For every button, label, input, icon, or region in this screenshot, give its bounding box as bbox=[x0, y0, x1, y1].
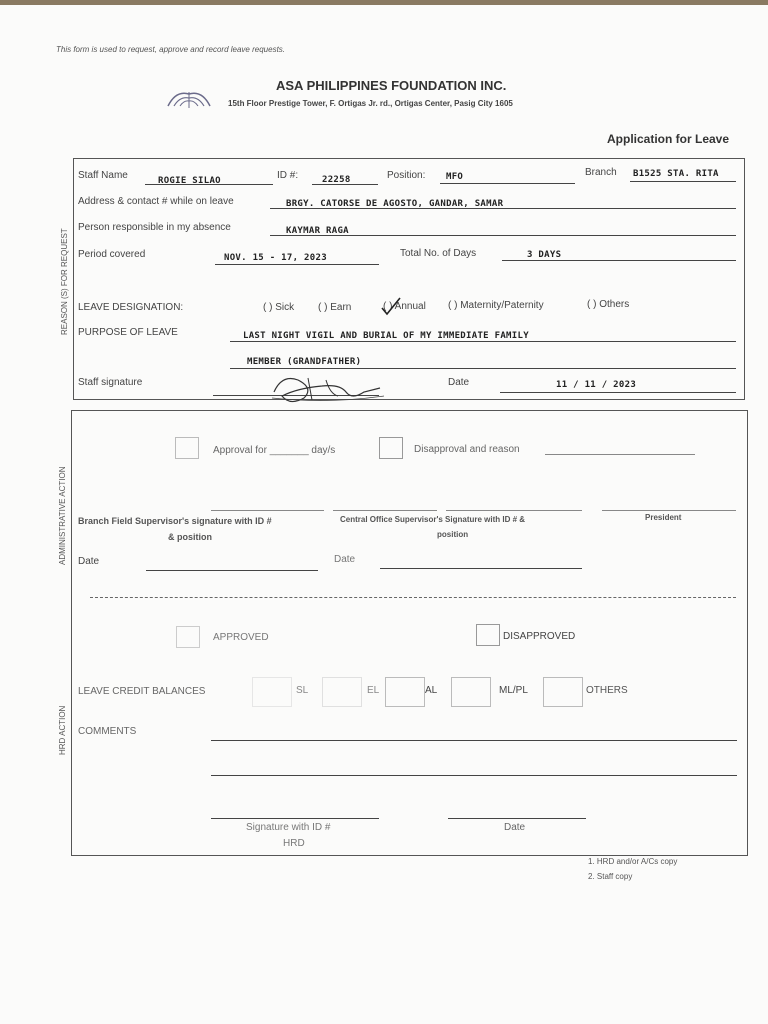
admin-side-label: ADMINISTRATIVE ACTION bbox=[58, 466, 67, 565]
admin-date-label-1: Date bbox=[78, 556, 100, 567]
el-credit-label: EL bbox=[367, 685, 380, 696]
request-side-label: REASON (S) FOR REQUEST bbox=[60, 228, 69, 335]
approved-label: APPROVED bbox=[213, 632, 269, 643]
staff-name-label: Staff Name bbox=[78, 170, 128, 181]
section-divider bbox=[90, 597, 736, 598]
org-name: ASA PHILIPPINES FOUNDATION INC. bbox=[276, 78, 507, 93]
el-credit-box[interactable] bbox=[322, 677, 362, 707]
org-address: 15th Floor Prestige Tower, F. Ortigas Jr. rd., Ortigas Center, Pasig City 1605 bbox=[228, 99, 513, 108]
form-title: Application for Leave bbox=[607, 132, 730, 146]
request-section bbox=[73, 158, 745, 400]
period-field[interactable]: NOV. 15 - 17, 2023 bbox=[224, 253, 327, 263]
copy-note-2: 2. Staff copy bbox=[588, 872, 633, 881]
form-note: This form is used to request, approve and record leave requests. bbox=[56, 45, 286, 54]
cos-signature-label: Central Office Supervisor's Signature with ID # & bbox=[340, 515, 526, 524]
hrd-signature-label: Signature with ID # bbox=[246, 822, 331, 833]
request-date-field[interactable]: 11 / 11 / 2023 bbox=[556, 380, 637, 390]
approval-label: Approval for _______ day/s bbox=[213, 445, 336, 456]
staff-signature-label: Staff signature bbox=[78, 377, 143, 388]
option-annual[interactable]: ( ) Annual bbox=[383, 301, 426, 312]
disapproval-checkbox[interactable] bbox=[379, 437, 403, 459]
comments-line-1[interactable] bbox=[211, 740, 737, 741]
staff-name-field[interactable]: ROGIE SILAO bbox=[158, 176, 221, 186]
request-date-label: Date bbox=[448, 377, 470, 388]
asa-logo-icon bbox=[164, 86, 214, 110]
period-label: Period covered bbox=[78, 249, 146, 260]
disapproval-label: Disapproval and reason bbox=[414, 444, 520, 455]
annual-check-mark-icon bbox=[380, 296, 402, 316]
comments-line-2[interactable] bbox=[211, 775, 737, 776]
branch-label: Branch bbox=[585, 167, 617, 178]
action-section bbox=[71, 410, 748, 856]
purpose-label: PURPOSE OF LEAVE bbox=[78, 327, 178, 338]
disapproved-label: DISAPPROVED bbox=[503, 631, 576, 642]
bfs-signature-label: Branch Field Supervisor's signature with ID # bbox=[78, 516, 272, 526]
total-days-label: Total No. of Days bbox=[400, 248, 477, 259]
leave-credit-label: LEAVE CREDIT BALANCES bbox=[78, 686, 206, 697]
leave-designation-label: LEAVE DESIGNATION: bbox=[78, 302, 184, 313]
hrd-side-label: HRD ACTION bbox=[58, 705, 67, 755]
president-label: President bbox=[645, 513, 682, 522]
option-earn[interactable]: ( ) Earn bbox=[318, 302, 352, 313]
others-credit-box[interactable] bbox=[543, 677, 583, 707]
bfs-position-label: & position bbox=[168, 532, 212, 542]
hrd-date-label: Date bbox=[504, 822, 526, 833]
approval-checkbox[interactable] bbox=[175, 437, 199, 459]
approved-checkbox[interactable] bbox=[176, 626, 200, 648]
option-sick[interactable]: ( ) Sick bbox=[263, 302, 295, 313]
address-field[interactable]: BRGY. CATORSE DE AGOSTO, GANDAR, SAMAR bbox=[286, 199, 504, 209]
person-responsible-label: Person responsible in my absence bbox=[78, 222, 231, 233]
option-maternity-paternity[interactable]: ( ) Maternity/Paternity bbox=[448, 300, 544, 311]
al-credit-label: AL bbox=[425, 685, 438, 696]
total-days-field[interactable]: 3 DAYS bbox=[527, 250, 562, 260]
person-responsible-field[interactable]: KAYMAR RAGA bbox=[286, 226, 349, 236]
paper-top-edge bbox=[0, 0, 768, 5]
admin-date-label-2: Date bbox=[334, 554, 356, 565]
others-credit-label: OTHERS bbox=[586, 685, 628, 696]
comments-label: COMMENTS bbox=[78, 726, 137, 737]
position-label: Position: bbox=[387, 170, 426, 181]
position-field[interactable]: MFO bbox=[446, 172, 464, 182]
purpose-line-1[interactable]: LAST NIGHT VIGIL AND BURIAL OF MY IMMEDIATE FAMILY bbox=[243, 331, 529, 341]
al-credit-box[interactable] bbox=[385, 677, 425, 707]
staff-signature-drawing bbox=[268, 370, 388, 406]
mlpl-credit-label: ML/PL bbox=[499, 685, 528, 696]
mlpl-credit-box[interactable] bbox=[451, 677, 491, 707]
purpose-line-2[interactable]: MEMBER (GRANDFATHER) bbox=[247, 357, 362, 367]
disapproved-checkbox[interactable] bbox=[476, 624, 500, 646]
copy-note-1: 1. HRD and/or A/Cs copy bbox=[588, 857, 678, 866]
id-field[interactable]: 22258 bbox=[322, 175, 351, 185]
option-others[interactable]: ( ) Others bbox=[587, 299, 630, 310]
address-label: Address & contact # while on leave bbox=[78, 196, 234, 207]
branch-field[interactable]: B1525 STA. RITA bbox=[633, 169, 719, 179]
sl-credit-box[interactable] bbox=[252, 677, 292, 707]
id-label: ID #: bbox=[277, 170, 299, 181]
hrd-label: HRD bbox=[283, 838, 305, 849]
cos-position-label: position bbox=[437, 530, 469, 539]
sl-credit-label: SL bbox=[296, 685, 309, 696]
